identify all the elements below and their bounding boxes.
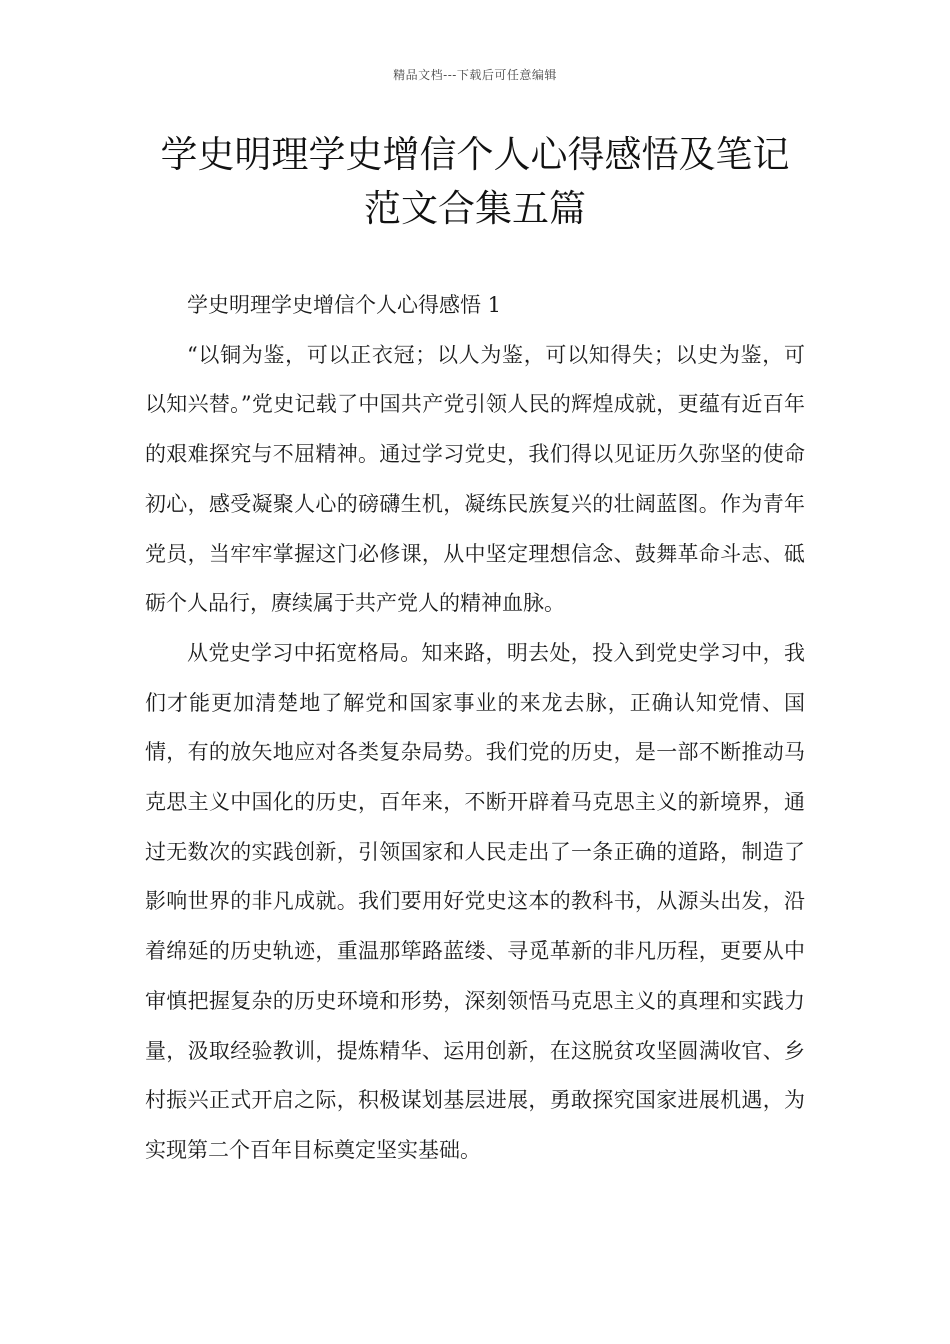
header-note: 精品文档---下载后可任意编辑 — [393, 68, 557, 82]
paragraph-1: “以铜为鉴，可以正衣冠；以人为鉴，可以知得失；以史为鉴，可以知兴替。”党史记载了中国共产党引领人民的辉煌成就，更蕴有近百年的艰难探究与不屈精神。通过学习党史，我们得以见证历久弥坚的使命初心，感受凝聚人心的磅礴生机，凝练民族复兴的壮阔蓝图。作为青年党员，当牢牢掌握这门必修课，从中坚定理想信念、鼓舞革命斗志、砥砺个人品行，赓续属于共产党人的精神血脉。 — [145, 342, 805, 616]
document-body — [145, 281, 805, 1176]
document-title — [145, 128, 805, 236]
paragraph-2: 从党史学习中拓宽格局。知来路，明去处，投入到党史学习中，我们才能更加清楚地了解党和国家事业的来龙去脉，正确认知党情、国情，有的放矢地应对各类复杂局势。我们党的历史，是一部不断推动马克思主义中国化的历史，百年来，不断开辟着马克思主义的新境界，通过无数次的实践创新，引领国家和人民走出了一条正确的道路，制造了影响世界的非凡成就。我们要用好党史这本的教科书，从源头出发，沿着绵延的历史轨迹，重温那筚路蓝缕、寻觅革新的非凡历程，更要从中审慎把握复杂的历史环境和形势，深刻领悟马克思主义的真理和实践力量，汲取经验教训，提炼精华、运用创新，在这脱贫攻坚圆满收官、乡村振兴正式开启之际，积极谋划基层进展，勇敢探究国家进展机遇，为实现第二个百年目标奠定坚实基础。 — [145, 640, 805, 1162]
title-line-2: 范文合集五篇 — [364, 187, 586, 230]
title-line-1: 学史明理学史增信个人心得感悟及笔记 — [160, 133, 790, 176]
section-heading: 学史明理学史增信个人心得感悟 1 — [187, 293, 502, 317]
